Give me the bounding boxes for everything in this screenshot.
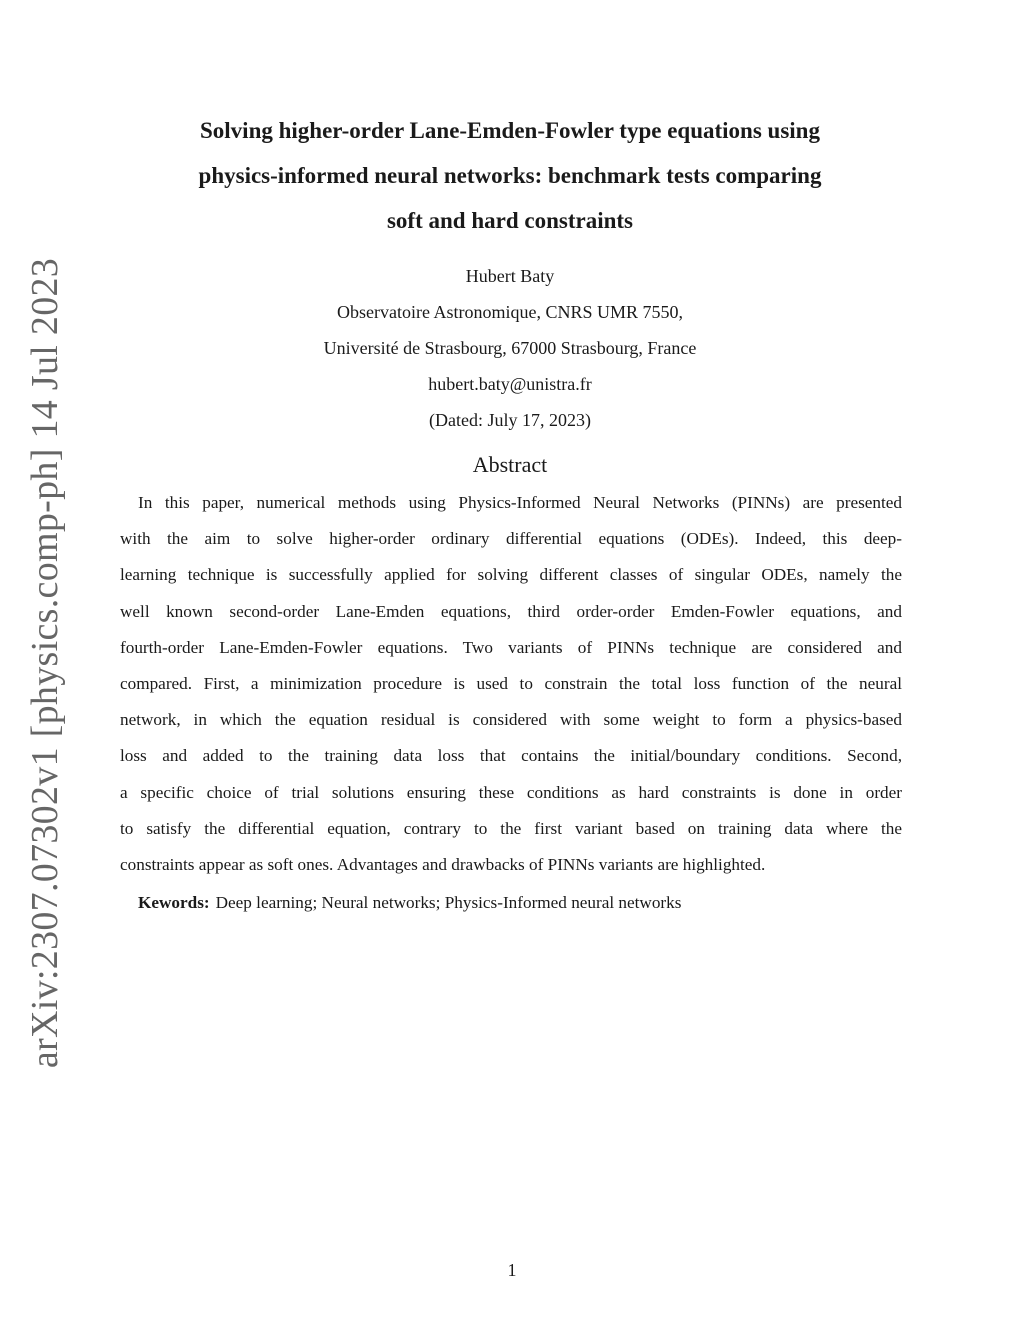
abstract-line: well known second-order Lane-Emden equations, third order-order Emden-Fowler equations, and bbox=[120, 601, 902, 621]
abstract-line: with the aim to solve higher-order ordinary differential equations (ODEs). Indeed, this deep- bbox=[120, 529, 902, 549]
author-name: Hubert Baty bbox=[465, 266, 555, 286]
abstract-body bbox=[120, 485, 902, 883]
abstract-line: In this paper, numerical methods using Physics-Informed Neural Networks (PINNs) are presented bbox=[138, 493, 902, 512]
title-line: Solving higher-order Lane-Emden-Fowler type equations using bbox=[200, 118, 820, 143]
affiliation-line: Observatoire Astronomique, CNRS UMR 7550, bbox=[337, 302, 683, 322]
paper-title bbox=[120, 108, 900, 243]
abstract-line: a specific choice of trial solutions ensuring these conditions as hard constraints is done in order bbox=[120, 782, 902, 802]
arxiv-identifier-text: arXiv:2307.07302v1 [physics.comp-ph] 14 Jul 2023 bbox=[24, 257, 66, 1069]
abstract-line: network, in which the equation residual is considered with some weight to form a physics-based bbox=[120, 710, 902, 730]
keywords-label: Kewords: bbox=[138, 893, 210, 912]
title-line: physics-informed neural networks: benchmark tests comparing bbox=[198, 163, 822, 188]
abstract-line: fourth-order Lane-Emden-Fowler equations. Two variants of PINNs technique are considered and bbox=[120, 637, 902, 657]
arxiv-identifier-stamp bbox=[16, 257, 74, 1069]
abstract-line: loss and added to the training data loss that contains the initial/boundary conditions. Second, bbox=[120, 746, 902, 766]
abstract-line: to satisfy the differential equation, contrary to the first variant based on training data where the bbox=[120, 818, 902, 838]
abstract-heading: Abstract bbox=[472, 452, 548, 477]
page-number: 1 bbox=[507, 1260, 517, 1280]
abstract-line: compared. First, a minimization procedure is used to constrain the total loss function of the neural bbox=[120, 674, 902, 694]
dated-line: (Dated: July 17, 2023) bbox=[429, 410, 591, 430]
author-block bbox=[120, 258, 900, 438]
author-email: hubert.baty@unistra.fr bbox=[428, 374, 592, 394]
keywords-text: Deep learning; Neural networks; Physics-Informed neural networks bbox=[215, 893, 682, 912]
abstract-line: constraints appear as soft ones. Advantages and drawbacks of PINNs variants are highlighted. bbox=[120, 855, 766, 875]
title-line: soft and hard constraints bbox=[386, 208, 633, 233]
affiliation-line: Université de Strasbourg, 67000 Strasbourg, France bbox=[323, 338, 697, 358]
keywords-line bbox=[138, 885, 681, 921]
abstract-line: learning technique is successfully applied for solving different classes of singular ODEs, namely the bbox=[120, 565, 902, 585]
